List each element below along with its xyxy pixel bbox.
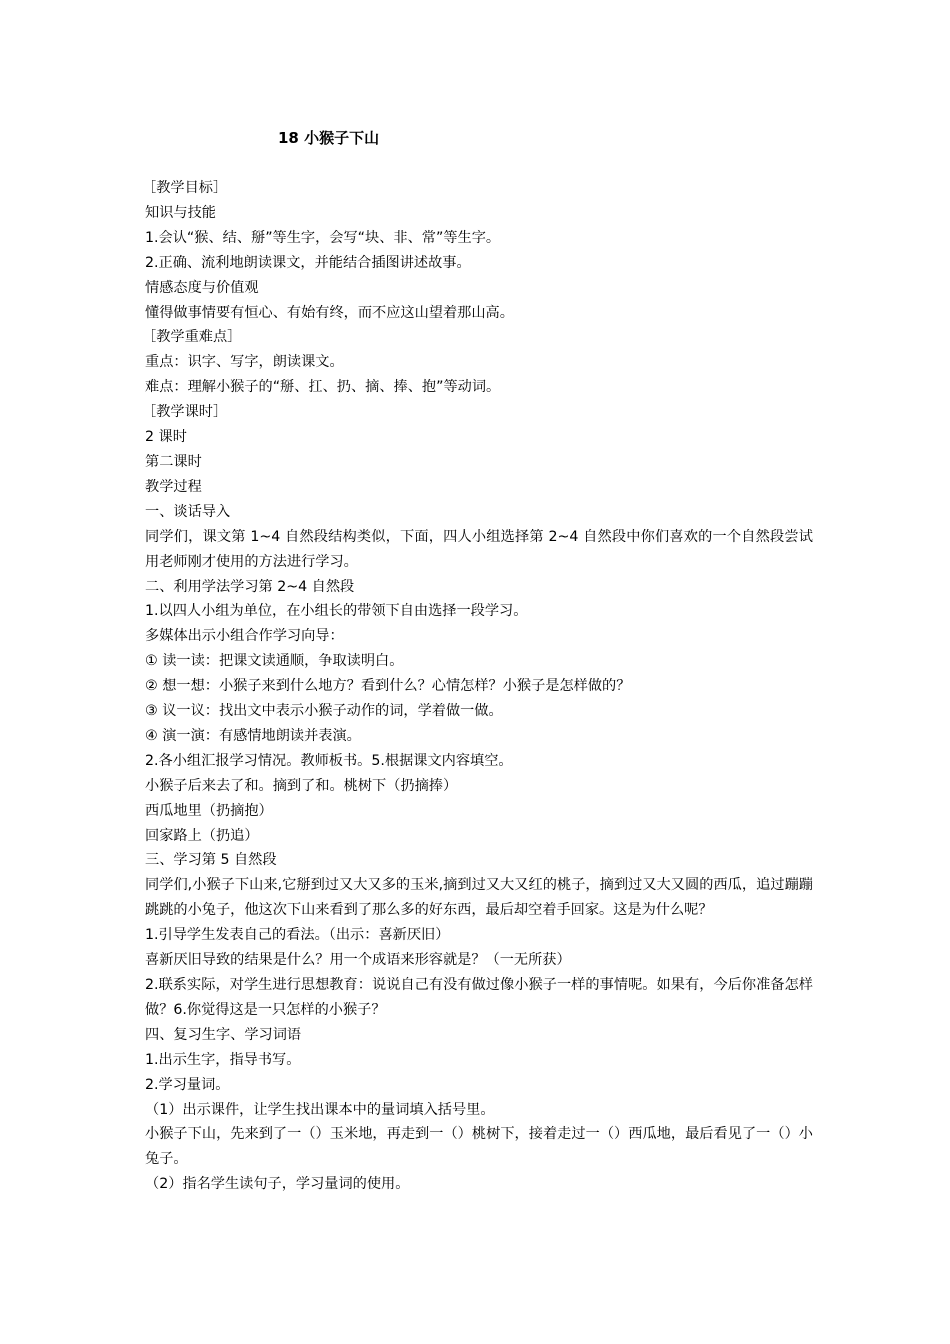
text-line: 1.会认“猴、结、掰”等生字，会写“块、非、常”等生字。	[145, 229, 501, 246]
paragraph: 同学们，课文第 1~4 自然段结构类似，下面，四人小组选择第 2~4 自然段中你们喜欢的一个自然段尝试用老师刚才使用的方法进行学习。	[145, 528, 813, 570]
text-line: 多媒体出示小组合作学习向导：	[145, 628, 344, 645]
text-line: 重点：识字、写字，朗读课文。	[145, 354, 344, 371]
list-item: ④ 演一演：有感情地朗读并表演。	[145, 727, 361, 744]
text-line: 2.正确、流利地朗读课文，并能结合插图讲述故事。	[145, 254, 471, 271]
paragraph: 小猴子下山，先来到了一（）玉米地，再走到一（）桃树下，接着走过一（）西瓜地，最后看见了一（）小兔子。	[145, 1126, 813, 1168]
list-item: ③ 议一议：找出文中表示小猴子动作的词，学着做一做。	[145, 703, 503, 720]
text-line: 第二课时	[145, 453, 202, 470]
section-heading-key-points: ［教学重难点］	[142, 329, 242, 346]
text-line: （1）出示课件，让学生找出课本中的量词填入括号里。	[145, 1101, 495, 1118]
text-line: 难点：理解小猴子的“掰、扛、扔、摘、捧、抱”等动词。	[145, 379, 501, 396]
document-body	[142, 176, 813, 1197]
text-line: 西瓜地里（扔摘抱）	[145, 802, 273, 819]
text-line: 教学过程	[145, 478, 202, 495]
section-heading-review: 四、复习生字、学习词语	[145, 1026, 302, 1043]
section-heading-study-method: 二、利用学法学习第 2~4 自然段	[145, 578, 355, 595]
text-line: 回家路上（扔追）	[145, 827, 259, 844]
subheading-attitude-values: 情感态度与价值观	[145, 279, 259, 296]
paragraph: 同学们,小猴子下山来,它掰到过又大又多的玉米,摘到过又大又红的桃子，摘到过又大又圆的西瓜，追过蹦蹦跳跳的小兔子，他这次下山来看到了那么多的好东西，最后却空着手回家。这是为什么呢？	[145, 877, 813, 919]
section-heading-class-hours: ［教学课时］	[142, 404, 228, 421]
text-line: 小猴子后来去了和。摘到了和。桃树下（扔摘捧）	[145, 777, 458, 794]
text-line: 1.出示生字，指导书写。	[145, 1051, 301, 1068]
subheading-knowledge-skills: 知识与技能	[145, 204, 216, 221]
text-line: 1.以四人小组为单位，在小组长的带领下自由选择一段学习。	[145, 603, 528, 620]
list-item: ① 读一读：把课文读通顺，争取读明白。	[145, 653, 404, 670]
section-heading-intro: 一、谈话导入	[145, 503, 231, 520]
text-line: 2.学习量词。	[145, 1076, 230, 1093]
document-title: 18 小猴子下山	[278, 129, 380, 147]
text-line: （2）指名学生读句子，学习量词的使用。	[145, 1176, 410, 1193]
text-line: 懂得做事情要有恒心、有始有终，而不应这山望着那山高。	[145, 304, 514, 321]
text-line: 1.引导学生发表自己的看法。（出示：喜新厌旧）	[145, 927, 450, 944]
section-heading-teaching-goals: ［教学目标］	[142, 180, 228, 196]
text-line: 2 课时	[145, 429, 187, 446]
list-item: ② 想一想：小猴子来到什么地方？看到什么？心情怎样？小猴子是怎样做的？	[145, 678, 631, 695]
text-line: 喜新厌旧导致的结果是什么？用一个成语来形容就是？（一无所获）	[145, 952, 571, 969]
paragraph: 2.联系实际，对学生进行思想教育：说说自己有没有做过像小猴子一样的事情呢。如果有，今后你准备怎样做？6.你觉得这是一只怎样的小猴子？	[145, 977, 813, 1018]
text-line: 2.各小组汇报学习情况。教师板书。5.根据课文内容填空。	[145, 752, 513, 769]
section-heading-paragraph-5: 三、学习第 5 自然段	[145, 852, 277, 869]
